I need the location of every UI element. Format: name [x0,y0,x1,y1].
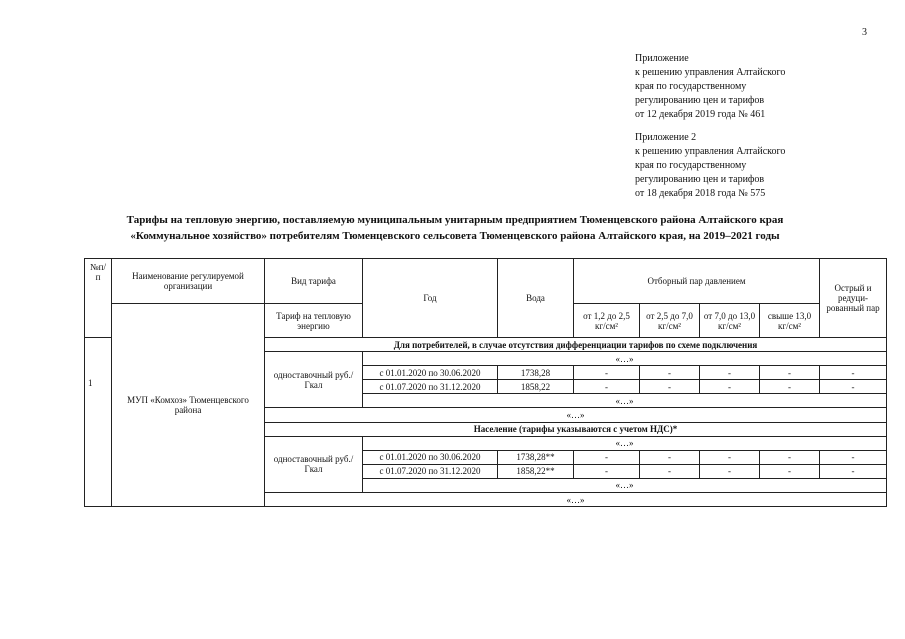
header-sharp-steam: Острый и редуци-рованный пар [820,259,887,338]
pressure-2-cell: - [640,380,700,394]
sharp-steam-cell: - [820,380,887,394]
pressure-3-cell: - [700,450,760,464]
pressure-3-cell: - [700,464,760,478]
pressure-1-cell: - [574,464,640,478]
water-cell: 1738,28 [498,366,574,380]
pressure-2-cell: - [640,464,700,478]
ellipsis-cell: «…» [363,436,887,450]
header-pressure-1: от 1,2 до 2,5 кг/см² [574,304,640,338]
pressure-2-cell: - [640,366,700,380]
appendix-1-line: от 12 декабря 2019 года № 461 [635,109,766,120]
appendix-note-1 [635,52,785,122]
appendix-2-line: от 18 декабря 2018 года № 575 [635,188,766,199]
sharp-steam-cell: - [820,366,887,380]
header-steam: Отборный пар давлением [574,259,820,304]
pressure-4-cell: - [760,366,820,380]
section-heading: Для потребителей, в случае отсутствия дифференциации тарифов по схеме подключения [265,338,887,352]
header-pressure-2: от 2,5 до 7,0 кг/см² [640,304,700,338]
tariff-table [84,258,887,507]
section-heading: Население (тарифы указываются с учетом НДС)* [265,422,887,436]
pressure-1-cell: - [574,366,640,380]
header-pressure-3: от 7,0 до 13,0 кг/см² [700,304,760,338]
appendix-1-line: края по государственному [635,81,747,92]
pressure-3-cell: - [700,366,760,380]
ellipsis-cell: «…» [265,408,887,422]
tariff-type-cell: одноставочный руб./Гкал [265,352,363,408]
header-org: Наименование регулируемой организации [112,259,265,304]
ellipsis-cell: «…» [363,478,887,492]
pressure-1-cell: - [574,450,640,464]
pressure-3-cell: - [700,380,760,394]
document-title [40,212,870,244]
header-year: Год [363,259,498,338]
period-cell: с 01.01.2020 по 30.06.2020 [363,450,498,464]
appendix-1-line: к решению управления Алтайского [635,67,786,78]
header-pressure-4: свыше 13,0 кг/см² [760,304,820,338]
period-cell: с 01.07.2020 по 31.12.2020 [363,464,498,478]
ellipsis-cell: «…» [265,493,887,507]
page-number: 3 [862,27,867,38]
water-cell: 1738,28** [498,450,574,464]
sharp-steam-cell: - [820,464,887,478]
header-heat-tariff: Тариф на тепловую энергию [265,304,363,338]
water-cell: 1858,22 [498,380,574,394]
title-line-2: «Коммунальное хозяйство» потребителям Тюменцевского сельсовета Тюменцевского района Алтайского края, на 2019–2021 годы [130,230,780,242]
appendix-1-line: Приложение [635,53,689,64]
water-cell: 1858,22** [498,464,574,478]
header-water: Вода [498,259,574,338]
appendix-2-line: Приложение 2 [635,132,697,143]
header-num: №п/п [85,259,112,338]
org-name-cell: МУП «Комхоз» Тюменцевского района [112,304,265,507]
pressure-2-cell: - [640,450,700,464]
appendix-1-line: регулированию цен и тарифов [635,95,765,106]
title-line-1: Тарифы на тепловую энергию, поставляемую муниципальным унитарным предприятием Тюменцевского района Алтайского края [126,214,784,226]
sharp-steam-cell: - [820,450,887,464]
ellipsis-cell: «…» [363,352,887,366]
pressure-1-cell: - [574,380,640,394]
period-cell: с 01.07.2020 по 31.12.2020 [363,380,498,394]
pressure-4-cell: - [760,464,820,478]
row-number-cell: 1 [85,338,112,507]
header-tariff-type: Вид тарифа [265,259,363,304]
period-cell: с 01.01.2020 по 30.06.2020 [363,366,498,380]
appendix-note-2 [635,131,785,201]
appendix-2-line: края по государственному [635,160,747,171]
ellipsis-cell: «…» [363,394,887,408]
tariff-type-cell: одноставочный руб./Гкал [265,436,363,492]
appendix-2-line: к решению управления Алтайского [635,146,786,157]
table-header-row [85,259,887,304]
pressure-4-cell: - [760,380,820,394]
pressure-4-cell: - [760,450,820,464]
appendix-2-line: регулированию цен и тарифов [635,174,765,185]
